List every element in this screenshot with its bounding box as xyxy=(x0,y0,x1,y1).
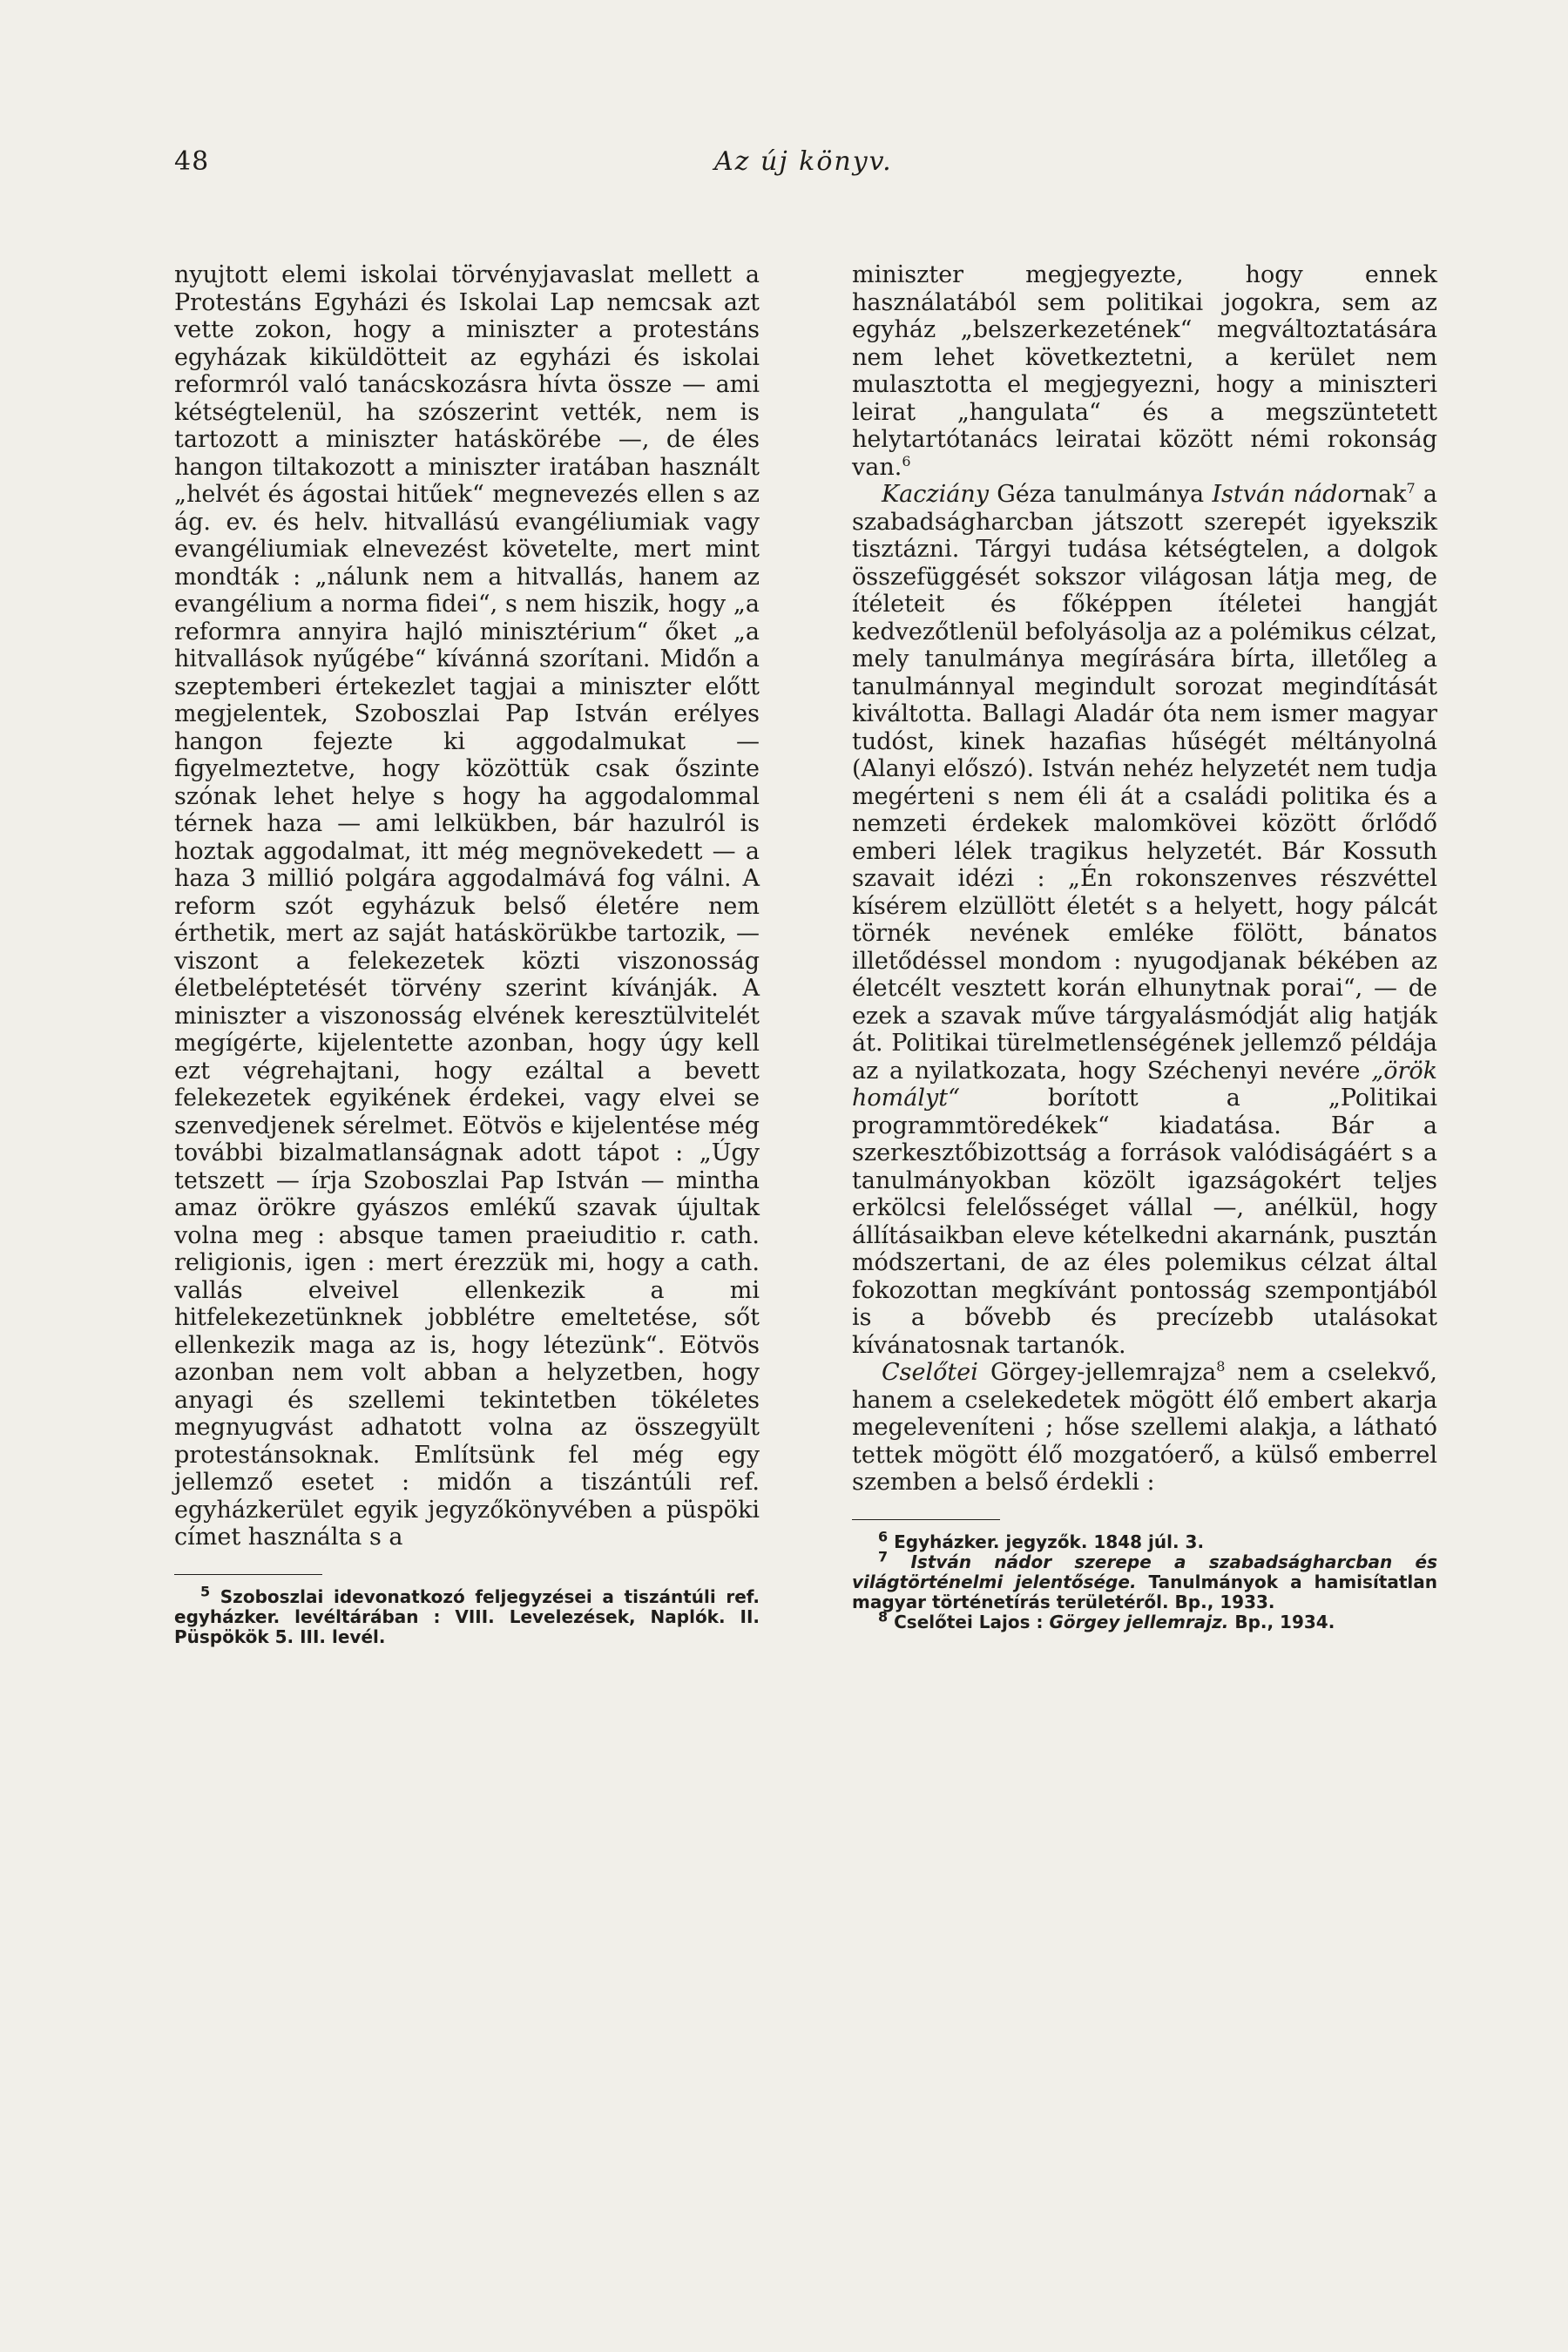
right-column xyxy=(852,261,1437,1632)
footnote-5-text: Szoboszlai idevonatkozó feljegyzései a tiszántúli ref. egyházker. levéltárában : VIII. Levelezések, Naplók. II. Püspökök 5. III. levél. xyxy=(174,1585,760,1647)
footnote-7-text: Tanulmányok a hamisítatlan magyar történetírás területéről. Bp., 1933. xyxy=(852,1571,1438,1612)
footnote-6-marker: 6 xyxy=(878,1527,889,1544)
right-paragraph-1-text: miniszter megjegyezte, hogy ennek használatából sem politikai jogokra, sem az egyház „belszerkezetének“ megváltoztatására nem lehet következtetni, a kerület nem mulasztotta el megjegyezni, hogy a miniszteri leirat „hangulata“ és a megszüntetett helytartótanács leiratai között némi rokonság van. xyxy=(852,261,1437,481)
right-paragraph-3-a: Görgey-jellemrajza xyxy=(977,1359,1217,1386)
running-header xyxy=(174,146,1437,185)
footnote-ref-8: 8 xyxy=(1216,1358,1226,1375)
footnote-8-title: Görgey jellemrajz. xyxy=(1049,1611,1229,1632)
footnote-6-text: Egyházker. jegyzők. 1848 júl. 3. xyxy=(894,1531,1205,1552)
author-cseloti: Cselőtei xyxy=(882,1359,978,1386)
footnote-ref-6: 6 xyxy=(902,452,911,470)
left-paragraph xyxy=(174,261,760,1551)
footnote-5-marker: 5 xyxy=(200,1582,211,1599)
right-paragraph-3-b: nem a cselekvő, hanem a cselekedetek mögött élő embert akarja megeleveníteni ; hőse szellemi alakja, a látható tettek mögött élő mozgatóerő, a külső emberrel szemben a belső érdekli : xyxy=(852,1359,1437,1496)
work-title-istvan-nador: István nádor xyxy=(1212,481,1363,508)
right-footnotes xyxy=(852,1527,1438,1632)
right-paragraph-3 xyxy=(852,1359,1437,1497)
footnote-8-author: Cselőtei Lajos : xyxy=(894,1611,1050,1632)
page-number: 48 xyxy=(174,146,210,177)
left-column xyxy=(174,261,760,1647)
left-paragraph-text: nyujtott elemi iskolai törvényjavaslat mellett a Protestáns Egyházi és Iskolai Lap nemcsak azt vette zokon, hogy a miniszter a protestáns egyházak kiküldötteit az egyházi és iskolai reformról való tanácskozásra hívta össze — ami kétségtelenül, ha szószerint vették, nem is tartozott a miniszter hatáskörébe —, de éles hangon tiltakozott a miniszter iratában használt „helvét és ágostai hitűek“ megnevezés ellen s az ág. ev. és helv. hitvallású evangéliumiak vagy evangéliumiak elnevezést követelte, mert mint mondták : „nálunk nem a hitvallás, hanem az evangélium a norma fidei“, s nem hiszik, hogy „a reformra annyira hajló minisztérium“ őket „a hitvallások nyűgébe“ kívánná szorítani. Midőn a szeptemberi értekezlet tagjai a miniszter előtt megjelentek, Szoboszlai Pap István erélyes hangon fejezte ki aggodalmukat — figyelmeztetve, hogy közöttük csak őszinte szónak lehet helye s hogy ha aggodalommal térnek haza — ami lelkükben, bár hazulról is hoztak aggodalmat, itt még megnövekedett — a haza 3 millió polgára aggodalmává fog válni. A reform szót egyházuk belső életére nem érthetik, mert az saját hatáskörükbe tartozik, — viszont a felekezetek közti viszonosság életbeléptetését törvény szerint kívánják. A miniszter a viszonosság elvének keresztülvitelét megígérte, kijelentette azonban, hogy úgy kell ezt végrehajtani, hogy ezáltal a bevett felekezetek egyikének érdekei, vagy elvei se szenvedjenek sérelmet. Eötvös e kijelentése még további bizalmatlanságnak adott tápot : „Úgy tetszett — írja Szoboszlai Pap István — mintha amaz örökre gyászos emlékű szavak újultak volna meg : absque tamen praeiuditio r. cath. religionis, igen : mert érezzük mi, hogy a cath. vallás elveivel ellenkezik a mi hitfelekezetünknek jobblétre emeltetése, sőt ellenkezik maga az is, hogy létezünk“. Eötvös azonban nem volt abban a helyzetben, hogy anyagi és szellemi tekintetben tökéletes megnyugvást adhatott volna az összegyült protestánsoknak. Említsünk fel még egy jellemző esetet : midőn a tiszántúli ref. egyházkerület egyik jegyzőkönyvében a püspöki címet használta s a xyxy=(174,261,760,1551)
right-paragraph-2-b: nak xyxy=(1362,481,1407,508)
right-column-body xyxy=(852,261,1437,1497)
left-column-body xyxy=(174,261,760,1551)
footnote-6 xyxy=(852,1527,1437,1552)
author-kacziany: Kacziány xyxy=(882,481,989,508)
footnote-8-marker: 8 xyxy=(878,1607,889,1625)
right-paragraph-2-d: borított a „Politikai programmtöredékek“ kiadatása. Bár a szerkesztőbizottság a források valódiságáért s a tanulmányokban közölt igazságokért teljes erkölcsi felelősséget vállal —, anélkül, hogy állításaikban eleve kételkedni akarnánk, pusztán módszertani, de az éles polemikus célzat által fokozottan megkívánt pontosság szempontjából is a bővebb és precízebb utalásokat kívánatosnak tartanók. xyxy=(852,1085,1437,1359)
footnote-7 xyxy=(852,1547,1438,1612)
right-paragraph-1 xyxy=(852,261,1437,481)
footnote-ref-7: 7 xyxy=(1406,480,1416,497)
footnote-8 xyxy=(852,1607,1437,1632)
footnote-divider xyxy=(174,1574,322,1575)
footnote-5 xyxy=(174,1582,760,1647)
left-footnotes xyxy=(174,1582,760,1647)
footnote-8-text: Bp., 1934. xyxy=(1228,1611,1335,1632)
footnote-7-marker: 7 xyxy=(878,1547,889,1565)
right-paragraph-2-a: Géza tanulmánya xyxy=(989,481,1213,508)
right-paragraph-2 xyxy=(852,481,1437,1359)
running-title: Az új könyv. xyxy=(714,146,893,177)
footnote-divider-right xyxy=(852,1519,1000,1520)
footnote-7-title: István nádor szerepe a szabadságharcban és világtörténelmi jelentősége. xyxy=(852,1551,1437,1592)
right-paragraph-2-c: a szabadságharcban játszott szerepét igyekszik tisztázni. Tárgyi tudása kétségtelen, a dolgok összefüggését sokszor világosan látja meg, de ítéleteit és főképpen ítéletei hangját kedvezőtlenül befolyásolja az a polémikus célzat, mely tanulmánya megírására bírta, illetőleg a tanulmánnyal megindult sorozat megindítását kiváltotta. Ballagi Aladár óta nem ismer magyar tudóst, kinek hazafias hűségét méltányolná (Alanyi előszó). István nehéz helyzetét nem tudja megérteni s nem éli át a családi politika és a nemzeti érdekek malomkövei között őrlődő emberi lélek tragikus helyzetét. Bár Kossuth szavait idézi : „Én rokonszenves részvéttel kísérem elzüllött életét s a helyett, hogy pálcát törnék nevének emléke fölött, bánatos illetődéssel mondom : nyugodjanak békében az életcélt vesztett korán elhunytnak porai“, — de ezek a szavak műve tárgyalásmódját alig hatják át. Politikai türelmetlenségének jellemző példája az a nyilatkozata, hogy Széchenyi nevére xyxy=(852,481,1437,1085)
quote-orok-homalyt: „örök homályt“ xyxy=(852,1057,1437,1112)
